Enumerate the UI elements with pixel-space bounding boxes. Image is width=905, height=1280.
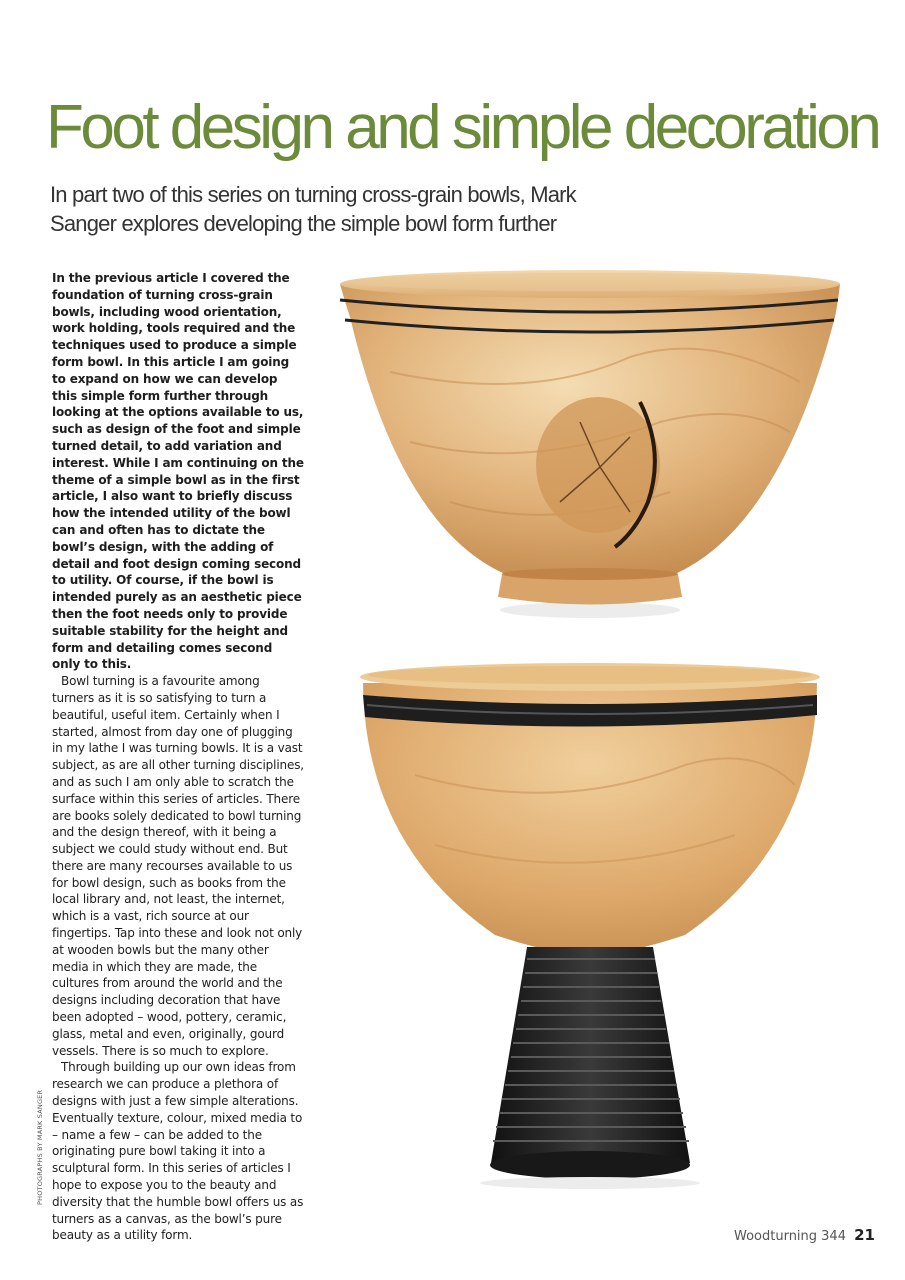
article-title: Foot design and simple decoration (46, 93, 879, 162)
article-subtitle: In part two of this series on turning cross-grain bowls, Mark Sanger explores developing the simple bowl form further (50, 182, 576, 236)
intro-paragraph: In the previous article I covered the foundation of turning cross-grain bowls, including wood orientation, work holding, tools required and the techniques used to produce a simple form bowl. In this article I am going to expand on how we can develop this simple form further through looking at the options available to us, such as design of the foot and simple turned detail, to add variation and interest. While I am continuing on the theme of a simple bowl as in the first article, I also want to briefly discuss how the intended utility of the bowl can and often has to dictate the bowl’s design, with the adding of detail and foot design coming second to utility. Of course, if the bowl is intended purely as an aesthetic piece then the foot needs only to provide suitable stability for the height and form and detailing comes second only to this. (52, 271, 304, 672)
page-number: 21 (854, 1226, 875, 1244)
page-footer (734, 1226, 875, 1244)
photo-pedestal-bowl (355, 655, 830, 1195)
magazine-issue: Woodturning 344 (733, 1229, 846, 1244)
photo-credit: PHOTOGRAPHS BY MARK SANGER (36, 1089, 44, 1205)
body-paragraph-2: Through building up our own ideas from research we can produce a plethora of designs with just a few simple alterations. Eventually texture, colour, mixed media to – name a few – can be added to the originating pure bowl taking it into a sculptural form. In this series of articles I hope to expose you to the beauty and diversity that the humble bowl offers us as turners as a canvas, as the bowl’s pure beauty as a utility form. (52, 1060, 304, 1243)
body-column (52, 270, 304, 1244)
body-paragraph-1: Bowl turning is a favourite among turners as it is so satisfying to turn a beautiful, useful item. Certainly when I started, almost from day one of plugging in my lathe I was turning bowls. It is a vast subject, as are all other turning disciplines, and as such I am only able to scratch the surface within this series of articles. There are books solely dedicated to bowl turning and the design thereof, with it being a subject we could study without end. But there are many recourses available to us for bowl design, such as books from the local library and, not least, the internet, which is a vast, rich source at our fingertips. Tap into these and look not only at wooden bowls but the many other media in which they are made, the cultures from around the world and the designs including decoration that have been adopted – wood, pottery, ceramic, glass, metal and even, originally, gourd vessels. There is so much to explore. (52, 674, 304, 1058)
photo-bowl-with-foot (330, 262, 850, 622)
